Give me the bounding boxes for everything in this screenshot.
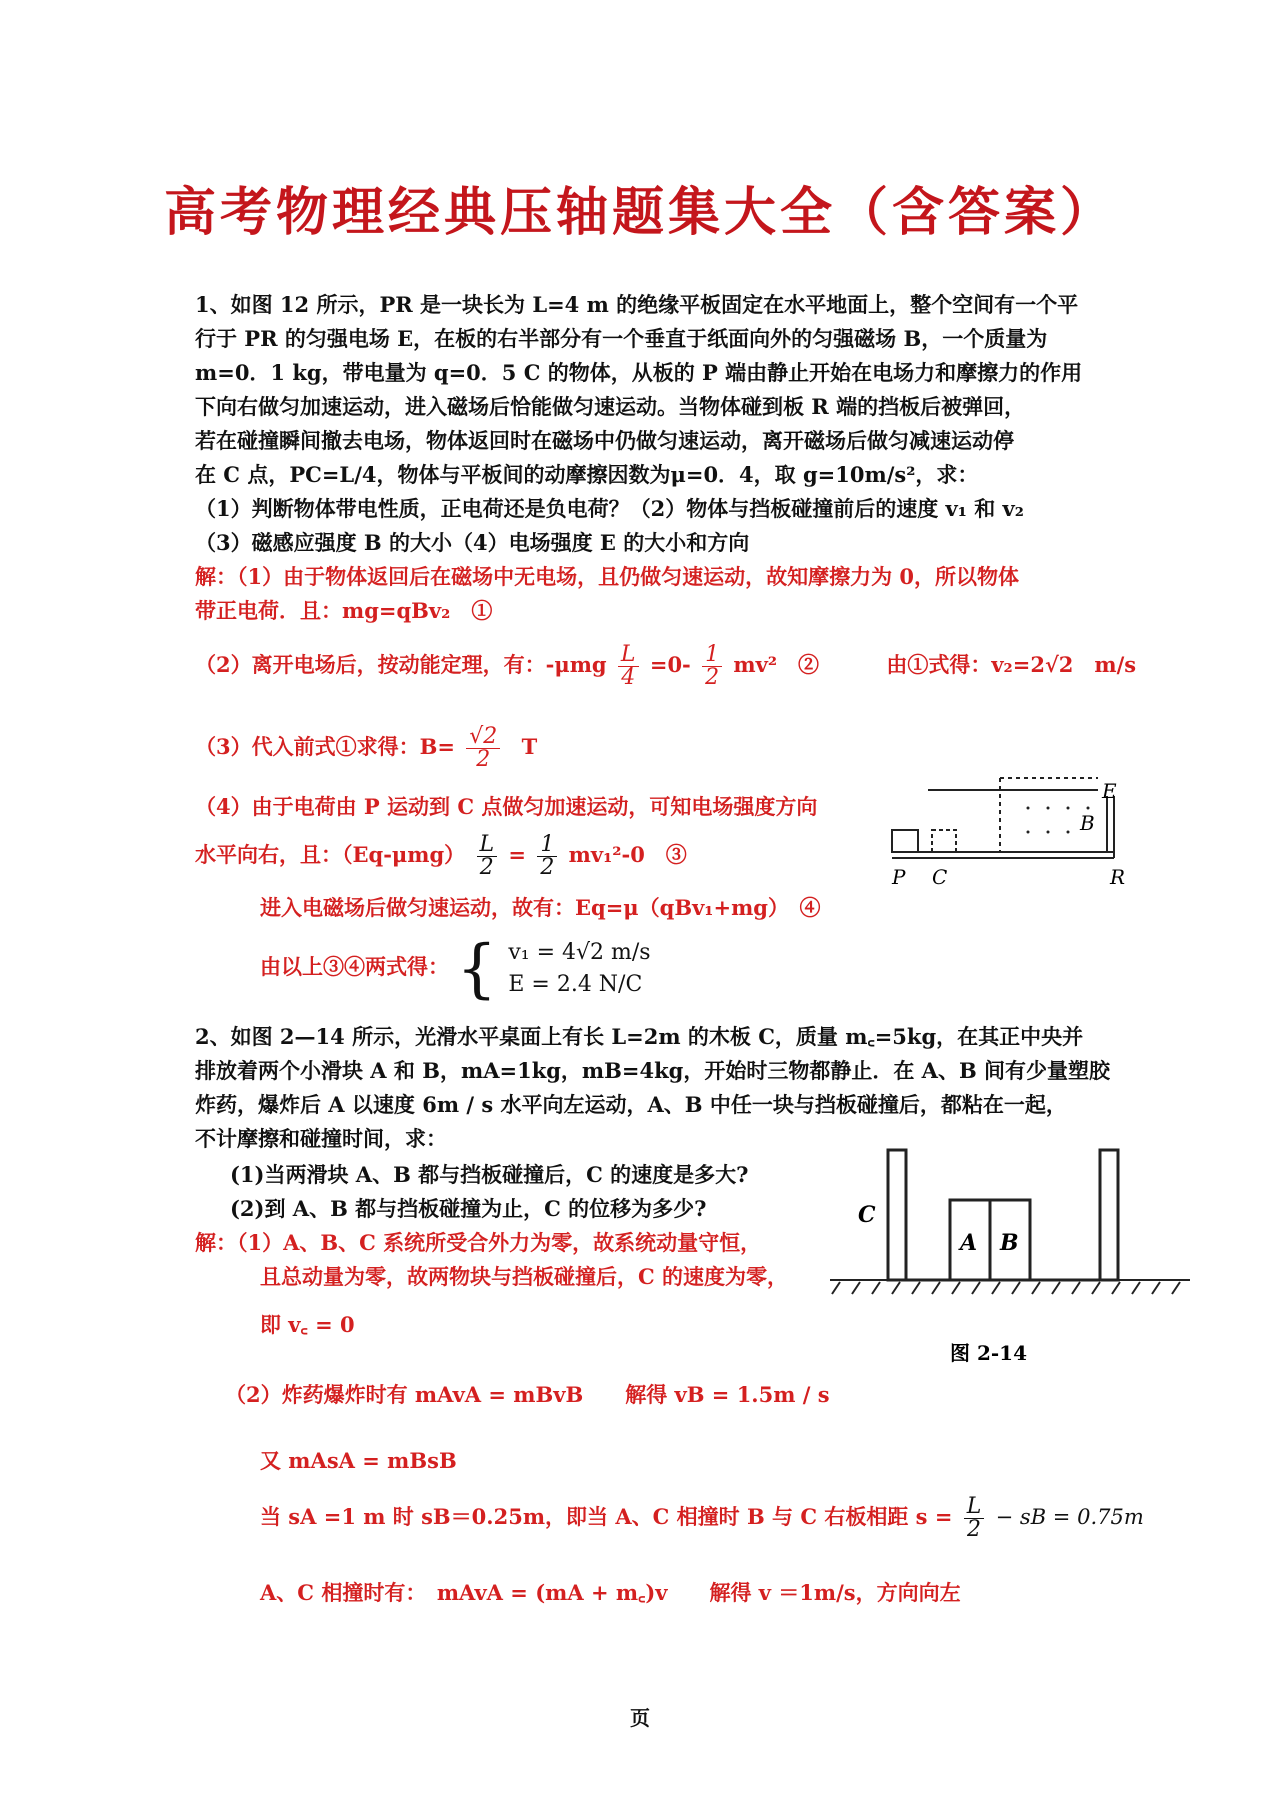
q2-sub-2: (2)到 A、B 都与挡板碰撞为止，C 的位移为多少? (230, 1196, 707, 1221)
q2-solution-4: （2）炸药爆炸时有 mAvA = mBvB 解得 vB = 1.5m / s (225, 1382, 830, 1407)
fig12-label-c: C (932, 865, 948, 889)
fig214-label-c: C (858, 1202, 876, 1228)
q1-solution-4 (195, 722, 537, 772)
q1-solution-3 (195, 640, 1136, 690)
figure-12-diagram (888, 772, 1128, 900)
q1-sol6-b: = (508, 842, 527, 867)
fig214-caption: 图 2-14 (950, 1341, 1028, 1365)
q1-sol4-b: T (521, 734, 538, 759)
q1-line-7: （1）判断物体带电性质，正电荷还是负电荷？（2）物体与挡板碰撞前后的速度 v₁ 和 v₂ (195, 496, 1024, 521)
q2-solution-3: 即 v꜀ = 0 (260, 1312, 355, 1337)
q1-line-6: 在 C 点，PC=L/4，物体与平板间的动摩擦因数为μ=0．4，取 g=10m/s²，求： (195, 462, 979, 487)
fig214-label-b: B (1000, 1230, 1019, 1256)
q1-solution-7: 进入电磁场后做匀速运动，故有：Eq=μ（qBv₁+mg） ④ (260, 895, 821, 920)
equation-system (508, 937, 650, 1001)
q2-sol6-a: 当 sA =1 m 时 sB＝0.25m，即当 A、C 相撞时 B 与 C 右板相距 s = (260, 1504, 953, 1529)
q1-sol3-b: =0- (649, 652, 691, 677)
page-title: 高考物理经典压轴题集大全（含答案） (163, 182, 1116, 243)
q2-solution-6 (260, 1492, 1144, 1542)
q1-solution-8 (260, 931, 651, 1006)
q2-solution-1: 解：（1）A、B、C 系统所受合外力为零，故系统动量守恒， (195, 1230, 762, 1255)
q1-line-1: 1、如图 12 所示，PR 是一块长为 L=4 m 的绝缘平板固定在水平地面上，整个空间有一个平 (195, 292, 1079, 317)
q2-line-1: 2、如图 2—14 所示，光滑水平桌面上有长 L=2m 的木板 C，质量 m꜀=5kg，在其正中央并 (195, 1024, 1084, 1049)
q1-solution-5: （4）由于电荷由 P 运动到 C 点做匀加速运动，可知电场强度方向 (195, 794, 818, 819)
fig12-label-r: R (1110, 865, 1126, 889)
fig12-label-b: B (1080, 811, 1095, 835)
equation-v1: v₁ = 4√2 m/s (508, 939, 651, 965)
q2-solution-5: 又 mAsA = mBsB (260, 1448, 457, 1473)
q1-sol8-label: 由以上③④两式得： (260, 954, 449, 979)
q1-sol6-a: 水平向右，且：（Eq-μmg） (195, 842, 466, 867)
q1-solution-1: 解：（1）由于物体返回后在磁场中无电场，且仍做匀速运动，故知摩擦力为 0，所以物体 (195, 564, 1020, 589)
q1-sol3-a: （2）离开电场后，按动能定理，有：-μmg (195, 652, 607, 677)
fig12-label-e: E (1102, 779, 1117, 803)
fig12-label-p: P (892, 865, 906, 889)
q1-solution-6 (195, 830, 687, 880)
q1-line-4: 下向右做匀加速运动，进入磁场后恰能做匀速运动。当物体碰到板 R 端的挡板后被弹回， (195, 394, 1026, 419)
fig214-label-a: A (960, 1230, 978, 1256)
brace-icon: { (456, 931, 498, 1006)
q2-sub-1: (1)当两滑块 A、B 都与挡板碰撞后，C 的速度是多大? (230, 1162, 749, 1187)
q1-sol3-d: 由①式得：v₂=2√2 m/s (886, 652, 1137, 677)
fraction-1-over-2b: $\frac{1}{2}$ (537, 834, 557, 879)
q1-sol6-c: mv₁²-0 ③ (568, 842, 687, 867)
fraction-L-over-4: $\frac{L}{4}$ (618, 644, 639, 689)
fraction-L-over-2-q2: $\frac{L}{2}$ (964, 1496, 985, 1541)
q2-line-4: 不计摩擦和碰撞时间，求： (195, 1126, 447, 1151)
q1-line-8: （3）磁感应强度 B 的大小（4）电场强度 E 的大小和方向 (195, 530, 750, 555)
q1-sol4-a: （3）代入前式①求得：B= (195, 734, 455, 759)
q1-line-5: 若在碰撞瞬间撤去电场，物体返回时在磁场中仍做匀速运动，离开磁场后做匀减速运动停 (195, 428, 1014, 453)
fraction-1-over-2: $\frac{1}{2}$ (702, 644, 722, 689)
q2-sol6-b: − sB = 0.75m (995, 1505, 1144, 1529)
fraction-L-over-2: $\frac{L}{2}$ (477, 834, 498, 879)
q2-solution-2: 且总动量为零，故两物块与挡板碰撞后，C 的速度为零， (260, 1264, 789, 1289)
q1-solution-2: 带正电荷．且：mg=qBv₂ ① (195, 598, 493, 623)
q1-sol3-c: mv² ② (733, 652, 820, 677)
q2-line-3: 炸药，爆炸后 A 以速度 6m / s 水平向左运动，A、B 中任一块与挡板碰撞后，都粘在一起， (195, 1092, 1067, 1117)
q2-solution-7: A、C 相撞时有： mAvA = (mA + m꜀)v 解得 v ＝1m/s，方向向左 (260, 1580, 961, 1605)
equation-E: E = 2.4 N/C (508, 971, 643, 997)
q1-line-3: m=0．1 kg，带电量为 q=0．5 C 的物体，从板的 P 端由静止开始在电场力和摩擦力的作用 (195, 360, 1083, 385)
q1-line-2: 行于 PR 的匀强电场 E，在板的右半部分有一个垂直于纸面向外的匀强磁场 B，一个质量为 (195, 326, 1048, 351)
figure-2-14-diagram (820, 1140, 1200, 1380)
fraction-sqrt2-over-2: $\frac{√2}{2}$ (466, 726, 500, 771)
page-footer: 页 (630, 1706, 650, 1730)
q2-line-2: 排放着两个小滑块 A 和 B，mA=1kg，mB=4kg，开始时三物都静止．在 A、B 间有少量塑胶 (195, 1058, 1111, 1083)
